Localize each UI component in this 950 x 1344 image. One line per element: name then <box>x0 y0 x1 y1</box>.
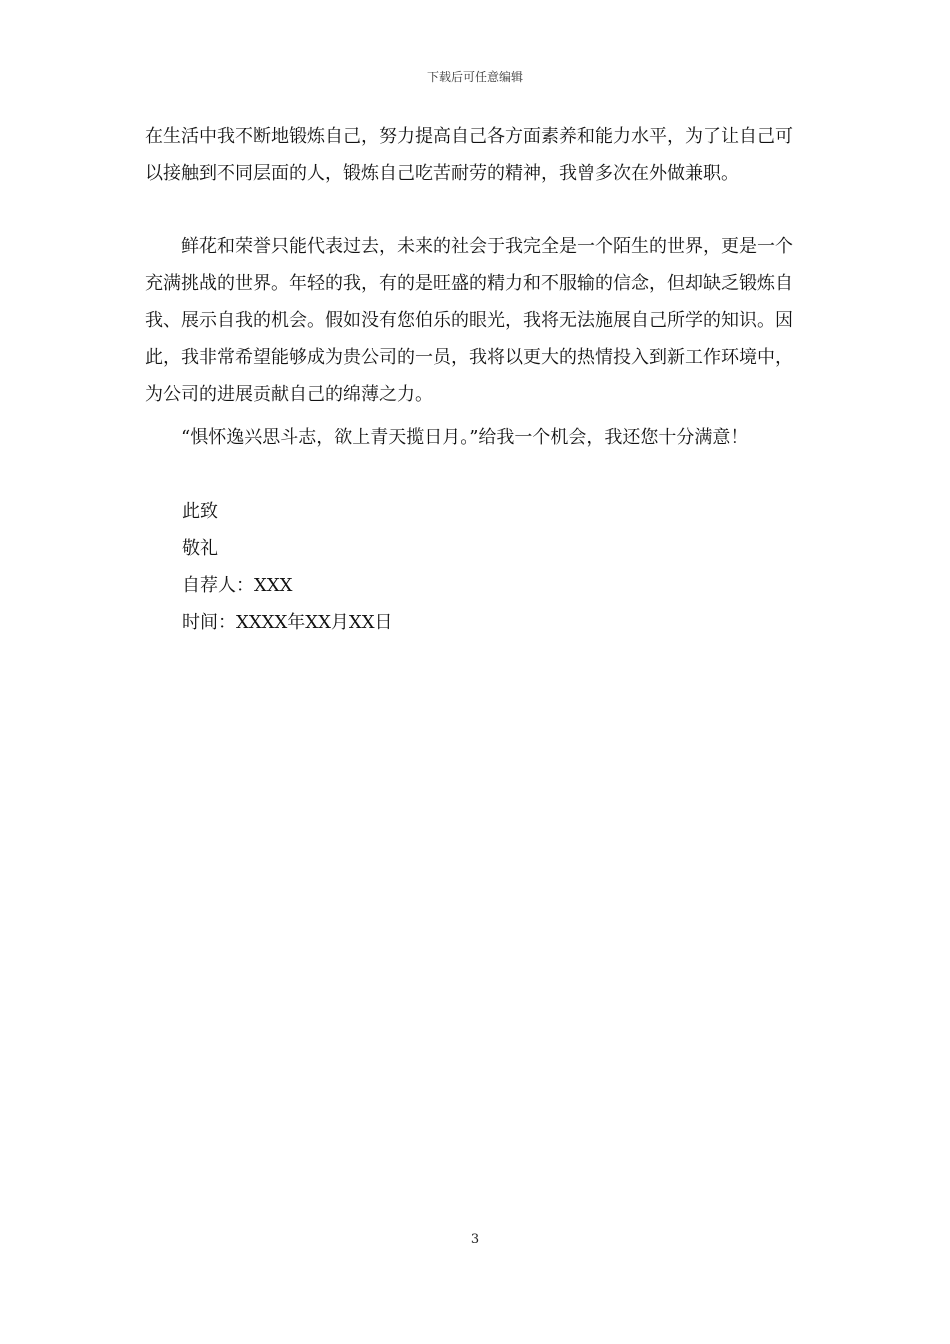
closing-date: 时间：XXXX年XX月XX日 <box>182 612 393 633</box>
page-header: 下载后可任意编辑 <box>426 70 523 84</box>
closing-recommender: 自荐人：XXX <box>182 575 293 596</box>
page-number: 3 <box>470 1232 480 1247</box>
letter-closing <box>182 493 393 641</box>
paragraph-text: “惧怀逸兴思斗志，欲上青天揽日月。”给我一个机会，我还您十分满意！ <box>181 427 749 448</box>
paragraph-text: 在生活中我不断地锻炼自己，努力提高自己各方面素养和能力水平，为了让自己可以接触到不同层面的人，锻炼自己吃苦耐劳的精神，我曾多次在外做兼职。 <box>145 126 793 184</box>
paragraph-part-time-work <box>145 118 810 192</box>
closing-salutation-1: 此致 <box>182 501 218 522</box>
paragraph-quote <box>145 419 810 456</box>
paragraph-future-commitment <box>145 228 810 413</box>
closing-salutation-2: 敬礼 <box>182 538 218 559</box>
paragraph-text: 鲜花和荣誉只能代表过去，未来的社会于我完全是一个陌生的世界，更是一个充满挑战的世界。年轻的我，有的是旺盛的精力和不服输的信念，但却缺乏锻炼自我、展示自我的机会。假如没有您伯乐的眼光，我将无法施展自己所学的知识。因此，我非常希望能够成为贵公司的一员，我将以更大的热情投入到新工作环境中，为公司的进展贡献自己的绵薄之力。 <box>145 236 793 405</box>
